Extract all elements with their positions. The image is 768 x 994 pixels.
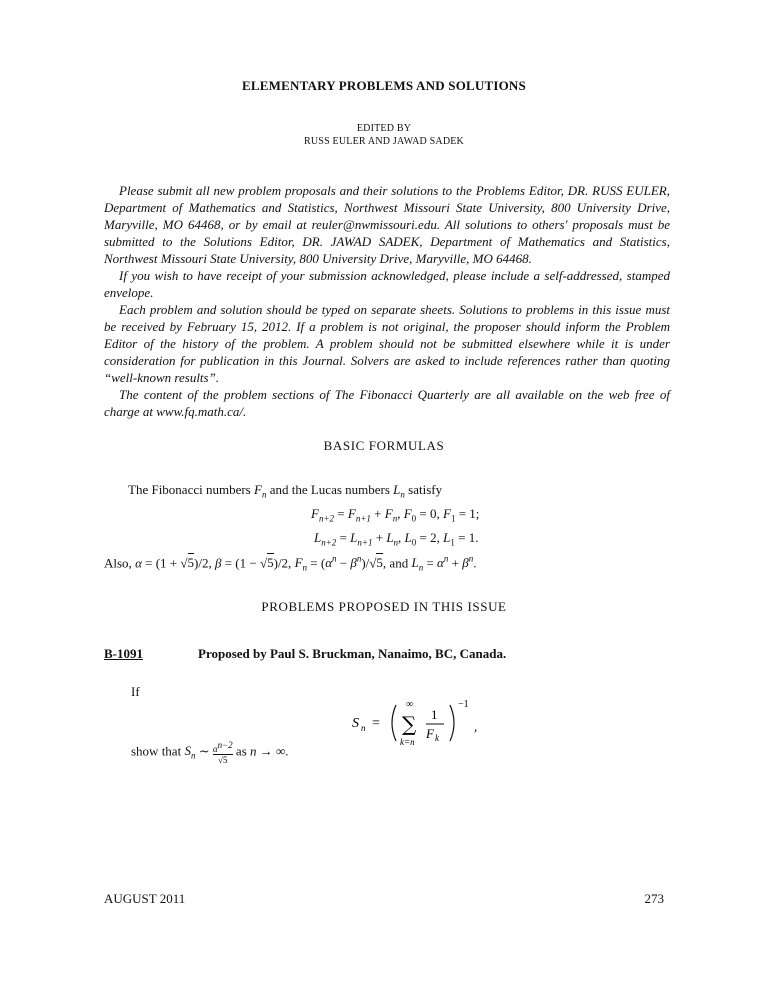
svg-text:k: k — [435, 733, 439, 743]
svg-text:,: , — [474, 719, 478, 734]
svg-text:S: S — [352, 716, 359, 731]
text: Also, — [104, 555, 132, 571]
intro-text — [104, 182, 670, 420]
binet-formulas: Also, α = (1 + √5)/2, β = (1 − √5)/2, $F_n = (\alpha^n - \beta^n)/√5$, and $L_n = \alpha^n + \beta^n$. — [104, 554, 477, 573]
formula-lead-line: The Fibonacci numbers $F_n$ and the Lucas numbers $L_n$ satisfy — [128, 482, 443, 500]
problem-proposer: Proposed by Paul S. Bruckman, Nanaimo, BC, Canada. — [198, 646, 507, 661]
sum-formula-graphic — [352, 695, 552, 751]
editors-block — [0, 122, 768, 148]
text: and — [389, 555, 409, 571]
section-heading-problems: PROBLEMS PROPOSED IN THIS ISSUE — [261, 599, 507, 614]
intro-paragraph: Please submit all new problem proposals and their solutions to the Problems Editor, DR. RUSS EULER, Department of Mathematics and Statistics, Northwest Missouri State University, 800 University Drive, Maryville, MO 64468, or by email at reuler@nwmissouri.edu. All solutions to others' proposals must be submitted to the Solutions Editor, DR. JAWAD SADEK, Department of Mathematics and Statistics, Northwest Missouri State University, 800 University Drive, Maryville, MO 64468. — [104, 183, 670, 266]
intro-paragraph: The content of the problem sections of The Fibonacci Quarterly are all available on the web free of charge at www.fq.math.ca/. — [104, 387, 670, 419]
svg-text:1: 1 — [431, 707, 438, 722]
page-number: 273 — [644, 891, 664, 906]
text: show that — [131, 743, 182, 759]
svg-text:∑: ∑ — [402, 712, 417, 736]
asymptotic-fraction: $\frac{\alpha^{n-2}}{√5}$ — [212, 740, 233, 765]
svg-text:∞: ∞ — [406, 699, 414, 710]
svg-text:n: n — [361, 723, 366, 733]
editors-names: RUSS EULER AND JAWAD SADEK — [304, 136, 464, 147]
if-label: If — [131, 684, 140, 699]
intro-paragraph: Each problem and solution should be typed on separate sheets. Solutions to problems in this issue must be received by February 15, 2012. If a problem is not original, the proposer should inform the Problem Editor of the history of the problem. A problem should not be submitted elsewhere while it is under consideration for publication in this Journal. Solvers are asked to include references rather than quoting “well-known results”. — [104, 302, 670, 385]
svg-text:−1: −1 — [458, 699, 469, 710]
fibonacci-recurrence: $F_{n+2} = F_{n+1} + F_n$, $F_0 = 0$, $F_1 = 1$; — [311, 506, 480, 524]
svg-text:k=n: k=n — [400, 737, 415, 747]
sum-formula — [352, 695, 552, 755]
section-heading-basic-formulas: BASIC FORMULAS — [323, 438, 445, 453]
page-title: ELEMENTARY PROBLEMS AND SOLUTIONS — [242, 78, 526, 93]
issue-date: AUGUST 2011 — [104, 891, 186, 906]
problem-id: B-1091 — [104, 646, 143, 661]
text: as — [235, 743, 247, 759]
lucas-recurrence: $L_{n+2} = L_{n+1} + L_n$, $L_0 = 2$, $L_1 = 1$. — [314, 530, 479, 548]
edited-by-label: EDITED BY — [356, 123, 412, 134]
intro-paragraph: If you wish to have receipt of your submission acknowledged, please include a self-addressed, stamped envelope. — [104, 268, 670, 300]
text: satisfy — [408, 482, 443, 497]
text: and the Lucas numbers — [269, 482, 390, 497]
text: The Fibonacci numbers — [128, 482, 251, 497]
svg-text:F: F — [426, 726, 434, 741]
problem-header — [104, 646, 670, 662]
show-statement: show that $S_n$ ∼ $\frac{\alpha^{n-2}}{√5}$ as n → ∞. — [131, 740, 289, 765]
svg-text:=: = — [372, 716, 380, 731]
